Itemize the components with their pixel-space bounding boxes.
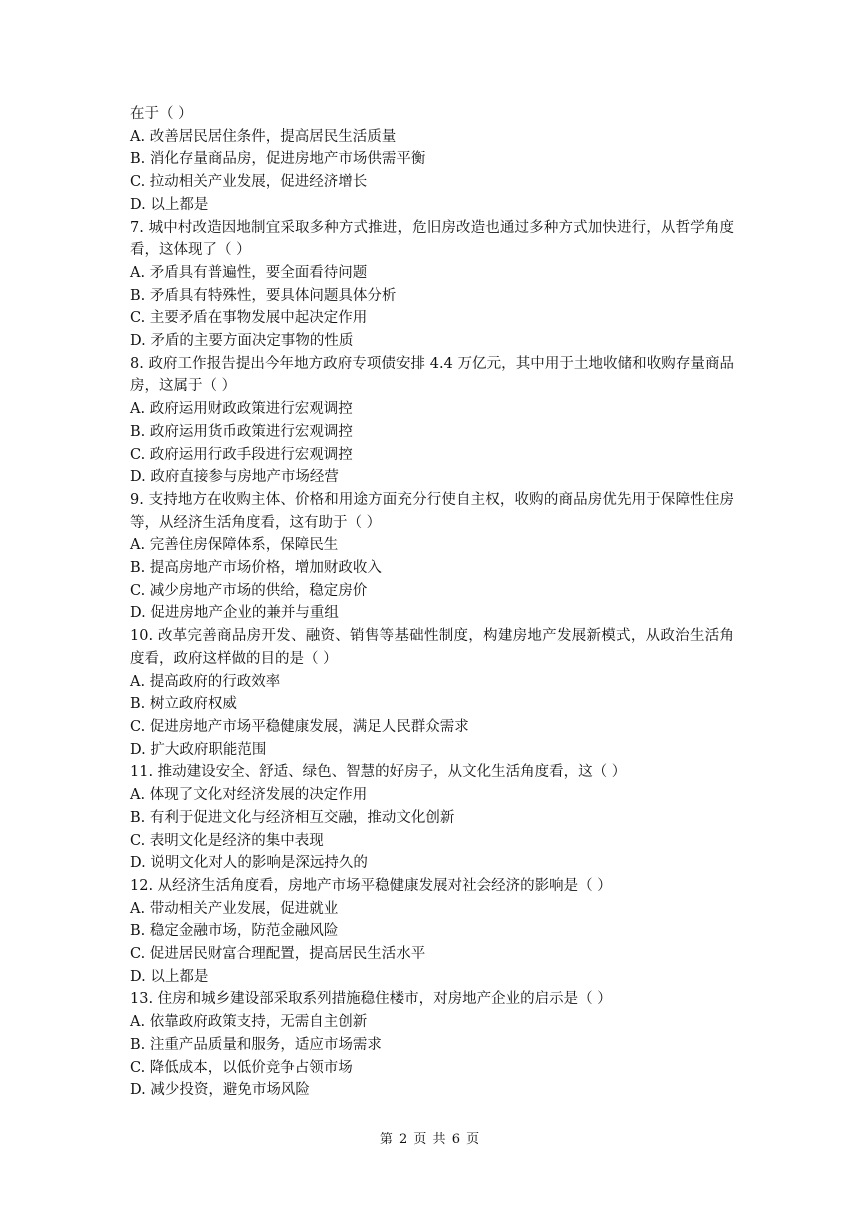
page-number-footer: 第 2 页 共 6 页	[379, 1132, 481, 1147]
q7-option-a: A. 矛盾具有普遍性，要全面看待问题	[130, 264, 368, 281]
q6-option-d: D. 以上都是	[130, 196, 209, 213]
q6-option-c: C. 拉动相关产业发展，促进经济增长	[130, 174, 368, 191]
q7-option-b: B. 矛盾具有特殊性，要具体问题具体分析	[130, 287, 397, 304]
q9-option-d: D. 促进房地产企业的兼并与重组	[130, 605, 339, 622]
q11-stem: 11. 推动建设安全、舒适、绿色、智慧的好房子，从文化生活角度看，这（ ）	[130, 764, 627, 781]
q9-option-b: B. 提高房地产市场价格，增加财政收入	[130, 560, 382, 577]
q6-option-a: A. 改善居民居住条件，提高居民生活质量	[130, 128, 397, 145]
q8-option-d: D. 政府直接参与房地产市场经营	[130, 469, 339, 486]
q8-option-c: C. 政府运用行政手段进行宏观调控	[130, 446, 353, 463]
q9-option-a: A. 完善住房保障体系，保障民生	[130, 537, 339, 554]
q10-option-c: C. 促进房地产市场平稳健康发展，满足人民群众需求	[130, 718, 469, 735]
q12-stem: 12. 从经济生活角度看，房地产市场平稳健康发展对社会经济的影响是（ ）	[130, 877, 612, 894]
q8-stem: 8. 政府工作报告提出今年地方政府专项债安排 4.4 万亿元，其中用于土地收储和收购存量商品房，这属于（ ）	[130, 355, 734, 395]
q10-option-b: B. 树立政府权威	[130, 696, 237, 713]
question-6-stem-tail: 在于（ ）	[130, 106, 193, 122]
q11-option-b: B. 有利于促进文化与经济相互交融，推动文化创新	[130, 809, 455, 826]
question-list	[130, 103, 734, 1102]
q8-option-b: B. 政府运用货币政策进行宏观调控	[130, 423, 353, 440]
q9-stem: 9. 支持地方在收购主体、价格和用途方面充分行使自主权，收购的商品房优先用于保障性住房等，从经济生活角度看，这有助于（ ）	[130, 491, 734, 531]
q12-option-d: D. 以上都是	[130, 968, 209, 985]
q6-option-b: B. 消化存量商品房，促进房地产市场供需平衡	[130, 151, 426, 168]
q9-option-c: C. 减少房地产市场的供给，稳定房价	[130, 582, 368, 599]
q13-option-d: D. 减少投资，避免市场风险	[130, 1082, 310, 1099]
q10-option-d: D. 扩大政府职能范围	[130, 741, 267, 758]
q13-option-c: C. 降低成本，以低价竞争占领市场	[130, 1059, 353, 1076]
q12-option-b: B. 稳定金融市场，防范金融风险	[130, 923, 339, 940]
q7-option-d: D. 矛盾的主要方面决定事物的性质	[130, 333, 354, 350]
q7-stem: 7. 城中村改造因地制宜采取多种方式推进，危旧房改造也通过多种方式加快进行，从哲学角度看，这体现了（ ）	[130, 219, 734, 259]
q13-option-b: B. 注重产品质量和服务，适应市场需求	[130, 1036, 382, 1053]
q10-stem: 10. 改革完善商品房开发、融资、销售等基础性制度，构建房地产发展新模式，从政治生活角度看，政府这样做的目的是（ ）	[130, 628, 734, 667]
q7-option-c: C. 主要矛盾在事物发展中起决定作用	[130, 310, 368, 327]
q8-option-a: A. 政府运用财政政策进行宏观调控	[130, 401, 353, 418]
q12-option-a: A. 带动相关产业发展，促进就业	[130, 900, 339, 917]
q11-option-c: C. 表明文化是经济的集中表现	[130, 832, 324, 849]
q11-option-d: D. 说明文化对人的影响是深远持久的	[130, 855, 368, 872]
q10-option-a: A. 提高政府的行政效率	[130, 673, 281, 690]
q13-option-a: A. 依靠政府政策支持，无需自主创新	[130, 1014, 368, 1031]
q12-option-c: C. 促进居民财富合理配置，提高居民生活水平	[130, 946, 426, 963]
q11-option-a: A. 体现了文化对经济发展的决定作用	[130, 787, 368, 804]
q13-stem: 13. 住房和城乡建设部采取系列措施稳住楼市，对房地产企业的启示是（ ）	[130, 991, 612, 1008]
